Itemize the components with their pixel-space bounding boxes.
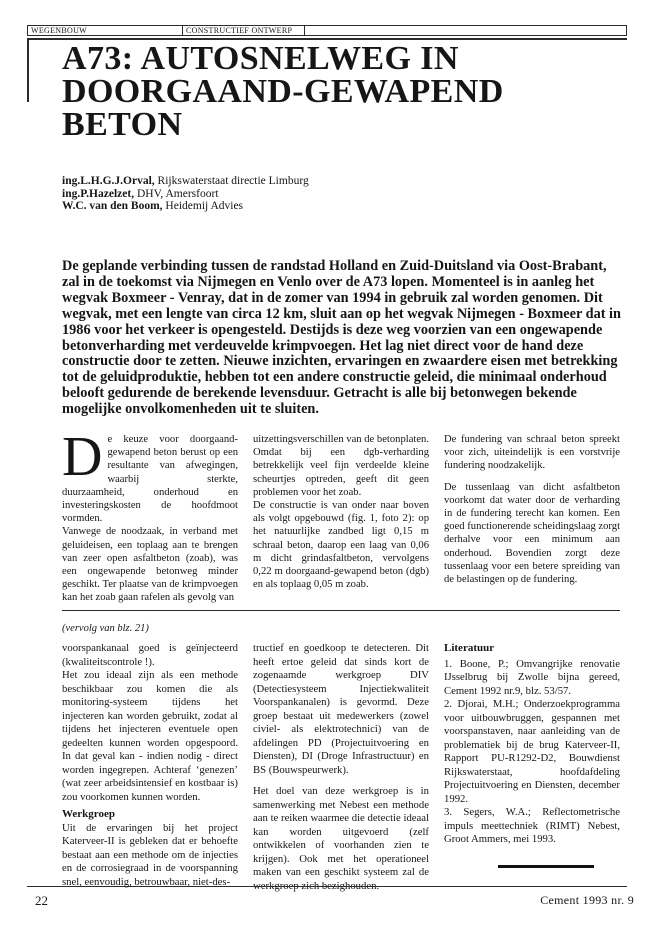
paragraph: De constructie is van onder naar boven als volgt opgebouwd (fig. 1, foto 2): op het natuurlijke zandbed ligt 0,15 m schraal beton, daarop een laag van 0,06 m dicht grindasfaltbeton, vervolgens 0,22 m doorgaand-gewapend beton (dgb) en als toplaag 0,05 m zoab. <box>253 500 429 591</box>
author-name: ing.L.H.G.J.Orval, <box>62 175 155 187</box>
paragraph-text: e keuze voor doorgaand-gewapend beton berust op een resultante van afwegingen, waarbij sterkte, duurzaamheid, onderhoud en investeringskosten de hoofdmoot vormden. <box>62 434 238 525</box>
lead-paragraph: De geplande verbinding tussen de randstad Holland en Zuid-Duitsland via Oost-Brabant, zal in de toekomst via Nijmegen en Venlo over de A73 lopen. Momenteel is in aanleg het wegvak Boxmeer - Venray, dat in de zomer van 1994 in gebruik zal worden genomen. Dit wegvak, met een lengte van circa 12 km, sluit aan op het wegvak Nijmegen - Boxmeer dat in 1986 voor het verkeer is opengesteld. Destijds is deze weg voorzien van een ongewapende betonverharding met verdeuvelde krimpvoegen. Het lag niet direct voor de hand deze constructie door te zetten. Nieuwe inzichten, ervaringen en zwaardere eisen met betrekking tot de geluidproduktie, hebben tot een andere constructie geleid, die minimaal onderhoud belooft gedurende de berekende levensduur. Getracht is alle bij betonwegen bekende mogelijke onvolkomenheden uit te sluiten. <box>62 258 621 418</box>
paragraph: voorspankanaal goed is geïnjecteerd (kwaliteitscontrole !). <box>62 642 238 668</box>
footer-rule <box>27 886 627 887</box>
header-category: CONSTRUCTIEF ONTWERP <box>182 25 304 36</box>
author-line <box>62 200 309 213</box>
intro-column-3 <box>444 433 620 605</box>
section-divider <box>62 610 620 611</box>
author-affiliation: Heidemij Advies <box>162 200 244 212</box>
paragraph: Uit de ervaringen bij het project Katerveer-II is gebleken dat er behoefte bestaat aan een methode om de injecties en de corrosiegraad in de voorspanning snel, eenvoudig, betrouwbaar, niet-des- <box>62 821 238 888</box>
intro-columns <box>62 426 621 605</box>
intro-column-2 <box>253 433 429 605</box>
reference-item: 1. Boone, P.; Omvangrijke renovatie IJsselbrug bij Zwolle bijna gereed, Cement 1992 nr.9, blz. 53/57. <box>444 657 620 697</box>
reference-item: 3. Segers, W.A.; Reflectometrische impuls meettechniek (RIMT) Nebest, Groot Ammers, mei 1993. <box>444 806 620 845</box>
running-header <box>27 25 627 36</box>
paragraph: De fundering van schraal beton spreekt voor zich, uiteindelijk is een vorstvrije fundering noodzakelijk. <box>444 434 620 472</box>
author-affiliation: DHV, Amersfoort <box>134 187 219 200</box>
title-frame-left <box>27 38 29 102</box>
continuation-columns <box>62 642 620 893</box>
article-title: A73: AUTOSNELWEG IN DOORGAAND-GEWAPEND BETON <box>62 40 504 143</box>
author-affiliation: Rijkswaterstaat directie Limburg <box>154 175 309 187</box>
author-name: ing.P.Hazelzet, <box>62 187 135 200</box>
author-line <box>62 188 309 201</box>
end-of-article-bar <box>498 865 594 868</box>
author-line <box>62 175 309 188</box>
intro-column-1 <box>62 426 238 605</box>
continuation-note: (vervolg van blz. 21) <box>62 623 149 634</box>
references-heading: Literatuur <box>444 642 495 654</box>
drop-cap: D <box>62 426 103 488</box>
paragraph <box>62 426 238 525</box>
reference-item: 2. Djorai, M.H.; Onderzoekprogramma voor uitbouwbruggen, gespannen met voorspanstaven, naar aanleiding van de problematiek bij de brug Katerveer-II, Rapport PU-R1292-D2, Bouwdienst Rijkswaterstaat, hoofdafdeling Projectuitvoering en Diensten, december 1992. <box>444 698 620 805</box>
paragraph: uitzettingsverschillen van de betonplaten. Omdat bij een dgb-verharding betrekkelijk veel fijn verdeelde kleine scheurtjes optreden, geeft dit geen problemen voor het zoab. <box>253 434 429 498</box>
author-name: W.C. van den Boom, <box>62 200 163 212</box>
paragraph: Vanwege de noodzaak, in verband met geluideisen, een toplaag aan te brengen van zeer open asfaltbeton (zoab), was een ongewapende betonweg minder geschikt. Ter plaatse van de krimpvoegen kan het zoab gaan rafelen als gevolg van <box>62 526 238 604</box>
paragraph: Het zou ideaal zijn als een methode beschikbaar zou komen die als monitoring-systeem tijdens het injecteren kan worden gebruikt, zodat al tijdens het injecteren eventuele open gedeelten kunnen worden opgespoord. In dat geval kan - indien nodig - direct worden ingegrepen. Achteraf ‘genezen’ (wat zeer arbeidsintensief en kostbaar is) zou voorkomen kunnen worden. <box>62 669 238 803</box>
subheading: Werkgroep <box>62 808 115 820</box>
cont-column-2 <box>253 642 429 893</box>
references-column <box>444 642 620 893</box>
header-empty-cell <box>304 25 627 36</box>
header-section: WEGENBOUW <box>27 25 182 36</box>
author-list <box>62 175 309 213</box>
publication-info: Cement 1993 nr. 9 <box>540 893 634 907</box>
paragraph: De tussenlaag van dicht asfaltbeton voorkomt dat water door de verharding in de fundering terecht kan komen. Een goed functionerende scheidingslaag zorgt derhalve voor een minimum aan onderhoud. Bovendien zorgt deze tussenlaag voor een betere spreiding van de belastingen op de fundering. <box>444 481 621 586</box>
cont-column-1 <box>62 642 238 893</box>
page-number: 22 <box>35 893 48 908</box>
paragraph: Het doel van deze werkgroep is in samenwerking met Nebest een methode aan te reiken waarmee die detectie ideaal kan worden uitgevoerd (zelf ontwikkelen of voorhanden zien te krijgen). Ook met het operationeel maken van een geschikt systeem zal de werkgroep zich bezighouden. <box>253 785 429 892</box>
paragraph: tructief en goedkoop te detecteren. Dit heeft ertoe geleid dat sinds kort de zogenaamde werkgroep DIV (Detectiesysteem Injectiekwaliteit Voorspankanalen) is gevormd. Deze groep bestaat uit medewerkers (zowel civiel- als elektrotechnici) van de afdelingen PD (Projectuitvoering en Diensten), DI (Droge Infrastructuur) en BS (Bouwspeurwerk). <box>253 642 429 776</box>
